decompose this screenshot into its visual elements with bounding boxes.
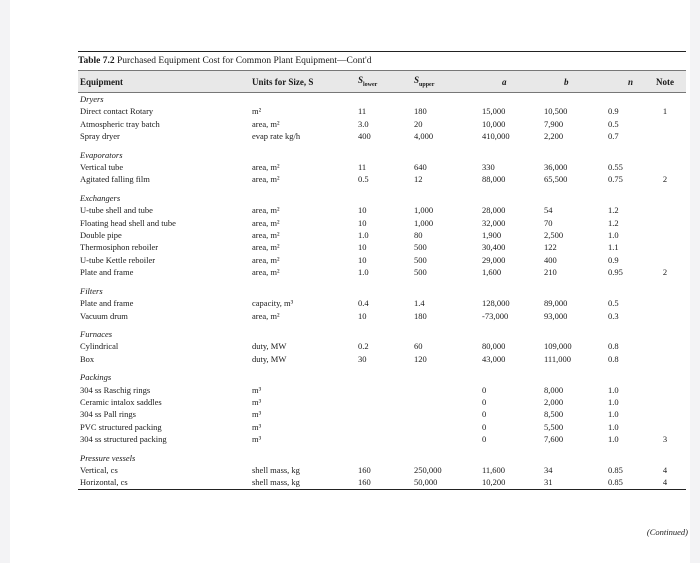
category-row xyxy=(78,371,686,383)
b-cell: 89,000 xyxy=(544,298,568,309)
table-row xyxy=(78,173,686,185)
n-cell: 0.7 xyxy=(608,131,619,142)
supper-cell: 1,000 xyxy=(414,217,434,228)
slower-cell: 1.0 xyxy=(358,267,369,278)
a-cell: 32,000 xyxy=(482,217,506,228)
a-cell: 330 xyxy=(482,162,495,173)
n-cell: 1.1 xyxy=(608,242,619,253)
equipment-cell: 304 ss structured packing xyxy=(80,434,167,445)
supper-cell: 60 xyxy=(414,341,423,352)
category-row xyxy=(78,328,686,340)
supper-cell xyxy=(412,421,480,433)
b-cell: 34 xyxy=(544,464,553,475)
slower-cell: 400 xyxy=(358,131,371,142)
a-cell: 0 xyxy=(482,384,487,395)
table-row xyxy=(78,217,686,229)
header-b: b xyxy=(542,71,606,93)
b-cell: 7,900 xyxy=(544,118,564,129)
slower-cell: 10 xyxy=(358,242,367,253)
units-cell: m³ xyxy=(252,434,262,445)
table-row xyxy=(78,384,686,396)
slower-cell: 10 xyxy=(358,254,367,265)
n-cell: 0.85 xyxy=(606,476,644,489)
table-row xyxy=(78,310,686,322)
note-cell xyxy=(644,421,686,433)
a-cell: 0 xyxy=(482,434,487,445)
b-cell: 5,500 xyxy=(544,421,564,432)
b-cell: 2,200 xyxy=(544,131,564,142)
equipment-cell: Spray dryer xyxy=(80,131,120,142)
slower-cell: 160 xyxy=(358,464,371,475)
b-cell: 65,500 xyxy=(544,174,568,185)
units-cell: area, m² xyxy=(252,118,280,129)
supper-cell xyxy=(412,384,480,396)
left-margin-shade xyxy=(0,0,10,563)
equipment-cell: Plate and frame xyxy=(80,267,134,278)
units-cell: m³ xyxy=(252,421,262,432)
slower-cell: 3.0 xyxy=(358,118,369,129)
n-cell: 0.95 xyxy=(608,267,623,278)
a-cell: 28,000 xyxy=(482,205,506,216)
table-row xyxy=(78,130,686,142)
note-cell xyxy=(644,297,686,309)
table-body xyxy=(78,93,686,490)
slower-cell xyxy=(356,408,412,420)
a-cell: 1,900 xyxy=(482,230,502,241)
b-cell: 2,500 xyxy=(544,230,564,241)
supper-cell: 180 xyxy=(414,310,427,321)
equipment-cost-table xyxy=(78,51,686,490)
note-cell: 4 xyxy=(662,464,668,475)
n-cell: 1.2 xyxy=(608,217,619,228)
supper-cell: 50,000 xyxy=(412,476,480,489)
a-cell: 43,000 xyxy=(482,353,506,364)
units-cell: area, m² xyxy=(252,174,280,185)
supper-cell: 12 xyxy=(414,174,423,185)
table-row xyxy=(78,433,686,445)
a-cell: 128,000 xyxy=(482,298,510,309)
supper-cell: 500 xyxy=(414,254,427,265)
note-cell: 2 xyxy=(662,174,668,185)
table-row xyxy=(78,353,686,365)
n-cell: 1.0 xyxy=(608,409,619,420)
note-cell xyxy=(644,353,686,365)
b-cell: 8,500 xyxy=(544,409,564,420)
category-row xyxy=(78,285,686,297)
units-cell: area, m² xyxy=(252,205,280,216)
supper-cell: 180 xyxy=(414,106,427,117)
table-row xyxy=(78,254,686,266)
note-cell: 1 xyxy=(662,106,668,117)
n-cell: 0.5 xyxy=(608,298,619,309)
continued-note: (Continued) xyxy=(646,527,688,537)
slower-cell: 160 xyxy=(356,476,412,489)
a-cell: -73,000 xyxy=(482,310,509,321)
a-cell: 10,000 xyxy=(482,118,506,129)
n-cell: 1.0 xyxy=(608,421,619,432)
category-label: Packings xyxy=(80,372,112,383)
supper-cell: 120 xyxy=(414,353,427,364)
note-cell xyxy=(644,310,686,322)
category-row xyxy=(78,93,686,106)
table-caption xyxy=(78,51,686,71)
n-cell: 0.8 xyxy=(608,353,619,364)
n-cell: 1.0 xyxy=(608,230,619,241)
equipment-cell: Agitated falling film xyxy=(80,174,150,185)
units-cell: capacity, m³ xyxy=(252,298,294,309)
slower-cell: 30 xyxy=(358,353,367,364)
a-cell: 1,600 xyxy=(482,267,502,278)
b-cell: 93,000 xyxy=(544,310,568,321)
n-cell: 0.85 xyxy=(608,464,623,475)
supper-cell: 250,000 xyxy=(414,464,442,475)
b-cell: 10,500 xyxy=(544,106,568,117)
supper-cell: 1,000 xyxy=(414,205,434,216)
n-cell: 1.2 xyxy=(608,205,619,216)
table-number: Table 7.2 xyxy=(78,56,115,66)
table-row xyxy=(78,408,686,420)
header-a: a xyxy=(480,71,542,93)
slower-cell: 1.0 xyxy=(358,230,369,241)
slower-cell: 11 xyxy=(358,162,367,173)
units-cell: area, m² xyxy=(252,230,280,241)
equipment-cell: 304 ss Raschig rings xyxy=(80,384,151,395)
table-row xyxy=(78,340,686,352)
units-cell: evap rate kg/h xyxy=(252,131,301,142)
n-cell: 1.0 xyxy=(608,384,619,395)
n-cell: 0.75 xyxy=(608,174,623,185)
slower-cell: 10 xyxy=(358,217,367,228)
supper-cell: 640 xyxy=(414,162,427,173)
note-cell: 2 xyxy=(662,267,668,278)
supper-cell: 4,000 xyxy=(414,131,434,142)
b-cell: 70 xyxy=(544,217,553,228)
table-row xyxy=(78,204,686,216)
units-cell: area, m² xyxy=(252,267,280,278)
units-cell: m³ xyxy=(252,409,262,420)
a-cell: 410,000 xyxy=(482,131,510,142)
equipment-cell: U-tube shell and tube xyxy=(80,205,153,216)
b-cell: 400 xyxy=(544,254,557,265)
header-units: Units for Size, S xyxy=(250,71,356,93)
units-cell: m² xyxy=(252,106,262,117)
b-cell: 111,000 xyxy=(544,353,571,364)
header-slower xyxy=(356,71,412,93)
header-n: n xyxy=(606,71,644,93)
slower-cell xyxy=(356,384,412,396)
equipment-cell: Double pipe xyxy=(80,230,122,241)
a-cell: 88,000 xyxy=(482,174,506,185)
equipment-cell: Vertical, cs xyxy=(80,464,118,475)
b-cell: 8,000 xyxy=(544,384,564,395)
symbol-s: S xyxy=(414,75,420,86)
table-row xyxy=(78,105,686,117)
table-row xyxy=(78,241,686,253)
slower-cell: 0.2 xyxy=(358,341,369,352)
slower-cell: 0.4 xyxy=(358,298,369,309)
note-cell: 3 xyxy=(662,434,668,445)
a-cell: 15,000 xyxy=(482,106,506,117)
units-cell: area, m² xyxy=(252,310,280,321)
equipment-cell: Ceramic intalox saddles xyxy=(80,396,162,407)
a-cell: 0 xyxy=(482,409,487,420)
category-row xyxy=(78,192,686,204)
equipment-cell: Horizontal, cs xyxy=(78,476,250,489)
n-cell: 0.5 xyxy=(608,118,619,129)
category-label: Exchangers xyxy=(80,192,121,203)
note-cell xyxy=(644,241,686,253)
note-cell xyxy=(644,384,686,396)
units-cell: m³ xyxy=(252,384,262,395)
table-row xyxy=(78,464,686,476)
equipment-cell: Plate and frame xyxy=(80,298,134,309)
supper-cell xyxy=(412,433,480,445)
table-row xyxy=(78,161,686,173)
subscript: lower xyxy=(363,81,378,88)
equipment-cell: Vacuum drum xyxy=(80,310,128,321)
data-table xyxy=(78,71,686,490)
equipment-cell: Floating head shell and tube xyxy=(80,217,176,228)
n-cell: 0.8 xyxy=(608,341,619,352)
equipment-cell: Direct contact Rotary xyxy=(80,106,154,117)
subscript: upper xyxy=(419,81,435,88)
slower-cell xyxy=(356,396,412,408)
note-cell xyxy=(644,340,686,352)
note-cell xyxy=(644,118,686,130)
category-label: Evaporators xyxy=(80,149,123,160)
category-label: Furnaces xyxy=(80,328,113,339)
supper-cell: 500 xyxy=(414,242,427,253)
header-note: Note xyxy=(644,71,686,93)
units-cell: area, m² xyxy=(252,217,280,228)
slower-cell: 10 xyxy=(358,310,367,321)
note-cell: 4 xyxy=(644,476,686,489)
a-cell: 30,400 xyxy=(482,242,506,253)
equipment-cell: Thermosiphon reboiler xyxy=(80,242,159,253)
header-supper xyxy=(412,71,480,93)
n-cell: 0.55 xyxy=(608,162,623,173)
supper-cell: 20 xyxy=(414,118,423,129)
note-cell xyxy=(644,229,686,241)
category-label: Pressure vessels xyxy=(80,452,136,463)
a-cell: 10,200 xyxy=(480,476,542,489)
a-cell: 11,600 xyxy=(482,464,506,475)
header-equipment: Equipment xyxy=(78,71,250,93)
a-cell: 29,000 xyxy=(482,254,506,265)
b-cell: 36,000 xyxy=(544,162,568,173)
a-cell: 0 xyxy=(482,396,487,407)
units-cell: duty, MW xyxy=(252,341,287,352)
supper-cell: 80 xyxy=(414,230,423,241)
table-row xyxy=(78,476,686,489)
table-row xyxy=(78,118,686,130)
a-cell: 0 xyxy=(482,421,487,432)
category-row xyxy=(78,452,686,464)
slower-cell: 11 xyxy=(358,106,367,117)
equipment-cell: Vertical tube xyxy=(80,162,124,173)
b-cell: 122 xyxy=(544,242,557,253)
header-row xyxy=(78,71,686,93)
slower-cell: 0.5 xyxy=(358,174,369,185)
units-cell: area, m² xyxy=(252,254,280,265)
b-cell: 2,000 xyxy=(544,396,564,407)
b-cell: 7,600 xyxy=(544,434,564,445)
a-cell: 80,000 xyxy=(482,341,506,352)
note-cell xyxy=(644,161,686,173)
equipment-cell: PVC structured packing xyxy=(80,421,162,432)
b-cell: 109,000 xyxy=(544,341,572,352)
n-cell: 0.3 xyxy=(608,310,619,321)
note-cell xyxy=(644,254,686,266)
note-cell xyxy=(644,217,686,229)
supper-cell xyxy=(412,408,480,420)
note-cell xyxy=(644,130,686,142)
supper-cell xyxy=(412,396,480,408)
note-cell xyxy=(644,396,686,408)
right-margin-shade xyxy=(690,0,700,563)
n-cell: 0.9 xyxy=(608,106,619,117)
n-cell: 1.0 xyxy=(608,396,619,407)
table-row xyxy=(78,229,686,241)
symbol-s: S xyxy=(358,75,364,86)
units-cell: shell mass, kg xyxy=(252,464,300,475)
table-row xyxy=(78,297,686,309)
category-row xyxy=(78,149,686,161)
table-title: Purchased Equipment Cost for Common Plant Equipment—Cont'd xyxy=(116,56,372,66)
note-cell xyxy=(644,408,686,420)
slower-cell xyxy=(356,433,412,445)
note-cell xyxy=(644,204,686,216)
units-cell: m³ xyxy=(252,396,262,407)
slower-cell: 10 xyxy=(358,205,367,216)
table-row xyxy=(78,266,686,278)
units-cell: area, m² xyxy=(252,242,280,253)
units-cell: area, m² xyxy=(252,162,280,173)
b-cell: 54 xyxy=(544,205,553,216)
equipment-cell: Cylindrical xyxy=(80,341,119,352)
units-cell: duty, MW xyxy=(252,353,287,364)
table-row xyxy=(78,396,686,408)
equipment-cell: U-tube Kettle reboiler xyxy=(80,254,156,265)
table-row xyxy=(78,421,686,433)
supper-cell: 1.4 xyxy=(414,298,425,309)
b-cell: 31 xyxy=(542,476,606,489)
supper-cell: 500 xyxy=(414,267,427,278)
b-cell: 210 xyxy=(544,267,557,278)
category-label: Filters xyxy=(80,285,103,296)
n-cell: 0.9 xyxy=(608,254,619,265)
category-label: Dryers xyxy=(80,94,104,104)
units-cell: shell mass, kg xyxy=(250,476,356,489)
slower-cell xyxy=(356,421,412,433)
equipment-cell: 304 ss Pall rings xyxy=(80,409,136,420)
equipment-cell: Atmospheric tray batch xyxy=(80,118,160,129)
equipment-cell: Box xyxy=(80,353,95,364)
n-cell: 1.0 xyxy=(608,434,619,445)
